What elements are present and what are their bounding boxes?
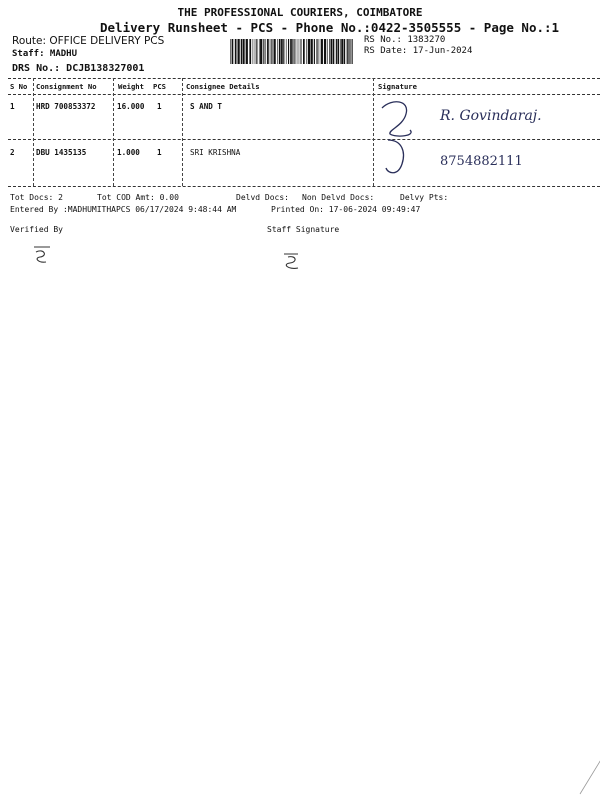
barcode-bar bbox=[283, 39, 284, 64]
barcode-bar bbox=[246, 39, 248, 64]
entered-by: Entered By :MADHUMITHAPCS 06/17/2024 9:48:44 AM bbox=[10, 205, 237, 214]
barcode-bar bbox=[294, 39, 295, 64]
tot-cod-amt: Tot COD Amt: 0.00 bbox=[97, 193, 179, 202]
staff-initials-mark bbox=[280, 250, 304, 272]
barcode-bar bbox=[349, 39, 350, 64]
row1-sno: 1 bbox=[10, 102, 15, 111]
barcode-bar bbox=[296, 39, 297, 64]
barcode-bar bbox=[292, 39, 293, 64]
column-divider bbox=[182, 78, 183, 186]
barcode-bar bbox=[288, 39, 289, 64]
row2-pcs: 1 bbox=[157, 148, 162, 157]
scan-edge-mark bbox=[572, 756, 600, 796]
row-divider bbox=[8, 139, 600, 140]
col-header-consignee: Consignee Details bbox=[186, 82, 260, 91]
barcode-bar bbox=[255, 39, 256, 64]
row1-consignment: HRD 700853372 bbox=[36, 102, 96, 111]
verified-initials-mark bbox=[30, 244, 54, 266]
printed-on: Printed On: 17-06-2024 09:49:47 bbox=[271, 205, 421, 214]
barcode-bar bbox=[256, 39, 257, 64]
barcode-bar bbox=[271, 39, 272, 64]
col-header-pcs: PCS bbox=[153, 82, 166, 91]
route-label: Route: OFFICE DELIVERY PCS bbox=[12, 35, 165, 47]
barcode-bar bbox=[241, 39, 243, 64]
delvd-docs: Delvd Docs: bbox=[236, 193, 289, 202]
barcode-bar bbox=[311, 39, 313, 64]
tot-docs: Tot Docs: 2 bbox=[10, 193, 63, 202]
row2-sno: 2 bbox=[10, 148, 15, 157]
barcode-bar bbox=[336, 39, 337, 64]
non-delvd-docs: Non Delvd Docs: bbox=[302, 193, 375, 202]
barcode-bar bbox=[274, 39, 276, 64]
column-divider bbox=[113, 78, 114, 186]
barcode-bar bbox=[277, 39, 278, 64]
staff-signature-label: Staff Signature bbox=[267, 225, 340, 234]
barcode-bar bbox=[321, 39, 323, 64]
signature-phone: 8754882111 bbox=[440, 154, 523, 169]
barcode-bar bbox=[352, 39, 353, 64]
drs-number: DRS No.: DCJB138327001 bbox=[12, 63, 145, 74]
column-divider bbox=[373, 78, 374, 186]
staff-label: Staff: MADHU bbox=[12, 49, 78, 59]
barcode-bar bbox=[300, 39, 301, 64]
verified-by-label: Verified By bbox=[10, 225, 63, 234]
col-header-consignment: Consignment No bbox=[36, 82, 97, 91]
delvy-pts: Delvy Pts: bbox=[400, 193, 449, 202]
row2-weight: 1.000 bbox=[117, 148, 140, 157]
barcode-bar bbox=[303, 39, 305, 64]
barcode-image bbox=[229, 39, 355, 64]
barcode-bar bbox=[341, 39, 343, 64]
barcode-bar bbox=[265, 39, 266, 64]
barcode-bar bbox=[327, 39, 328, 64]
col-header-signature: Signature bbox=[378, 82, 417, 91]
barcode-bar bbox=[331, 39, 332, 64]
barcode-bar bbox=[301, 39, 302, 64]
barcode-bar bbox=[243, 39, 245, 64]
barcode-bar bbox=[347, 39, 348, 64]
runsheet-title: Delivery Runsheet - PCS - Phone No.:0422-3505555 - Page No.:1 bbox=[100, 20, 560, 35]
signature-name: R. Govindaraj. bbox=[440, 108, 542, 124]
row2-consignment: DBU 1435135 bbox=[36, 148, 87, 157]
barcode-bar bbox=[337, 39, 339, 64]
barcode-bar bbox=[232, 39, 234, 64]
col-header-weight: Weight bbox=[118, 82, 144, 91]
barcode-bar bbox=[314, 39, 315, 64]
barcode-bar bbox=[263, 39, 264, 64]
barcode-bar bbox=[238, 39, 240, 64]
barcode-bar bbox=[260, 39, 262, 64]
table-bottom-rule bbox=[8, 186, 600, 187]
barcode-bar bbox=[253, 39, 254, 64]
barcode-bar bbox=[286, 39, 287, 64]
barcode-bar bbox=[230, 39, 231, 64]
company-title: THE PROFESSIONAL COURIERS, COIMBATORE bbox=[177, 6, 423, 19]
barcode-bar bbox=[348, 39, 349, 64]
barcode-bar bbox=[249, 39, 251, 64]
row1-consignee: S AND T bbox=[190, 102, 223, 111]
barcode-bar bbox=[329, 39, 330, 64]
barcode-bar bbox=[279, 39, 281, 64]
barcode-bar bbox=[340, 39, 341, 64]
barcode-bar bbox=[344, 39, 345, 64]
barcode-bar bbox=[259, 39, 260, 64]
col-header-sno: S No bbox=[10, 82, 28, 91]
barcode-bar bbox=[267, 39, 269, 64]
barcode-bar bbox=[316, 39, 317, 64]
table-header-rule bbox=[8, 94, 600, 95]
barcode-bar bbox=[290, 39, 292, 64]
row2-consignee: SRI KRISHNA bbox=[190, 148, 241, 157]
barcode-bar bbox=[270, 39, 271, 64]
row1-weight: 16.000 bbox=[117, 102, 145, 111]
barcode-bar bbox=[333, 39, 335, 64]
row1-pcs: 1 bbox=[157, 102, 162, 111]
barcode-bar bbox=[281, 39, 283, 64]
barcode-bar bbox=[319, 39, 320, 64]
table-top-rule bbox=[8, 78, 600, 79]
column-divider bbox=[33, 78, 34, 186]
barcode-bar bbox=[306, 39, 307, 64]
barcode-bar bbox=[308, 39, 310, 64]
rs-number: RS No.: 1383270 bbox=[364, 35, 446, 45]
barcode-bar bbox=[298, 39, 299, 64]
barcode-bar bbox=[235, 39, 237, 64]
signature-scribble bbox=[376, 96, 436, 182]
barcode-bar bbox=[324, 39, 326, 64]
rs-date: RS Date: 17-Jun-2024 bbox=[364, 46, 473, 56]
